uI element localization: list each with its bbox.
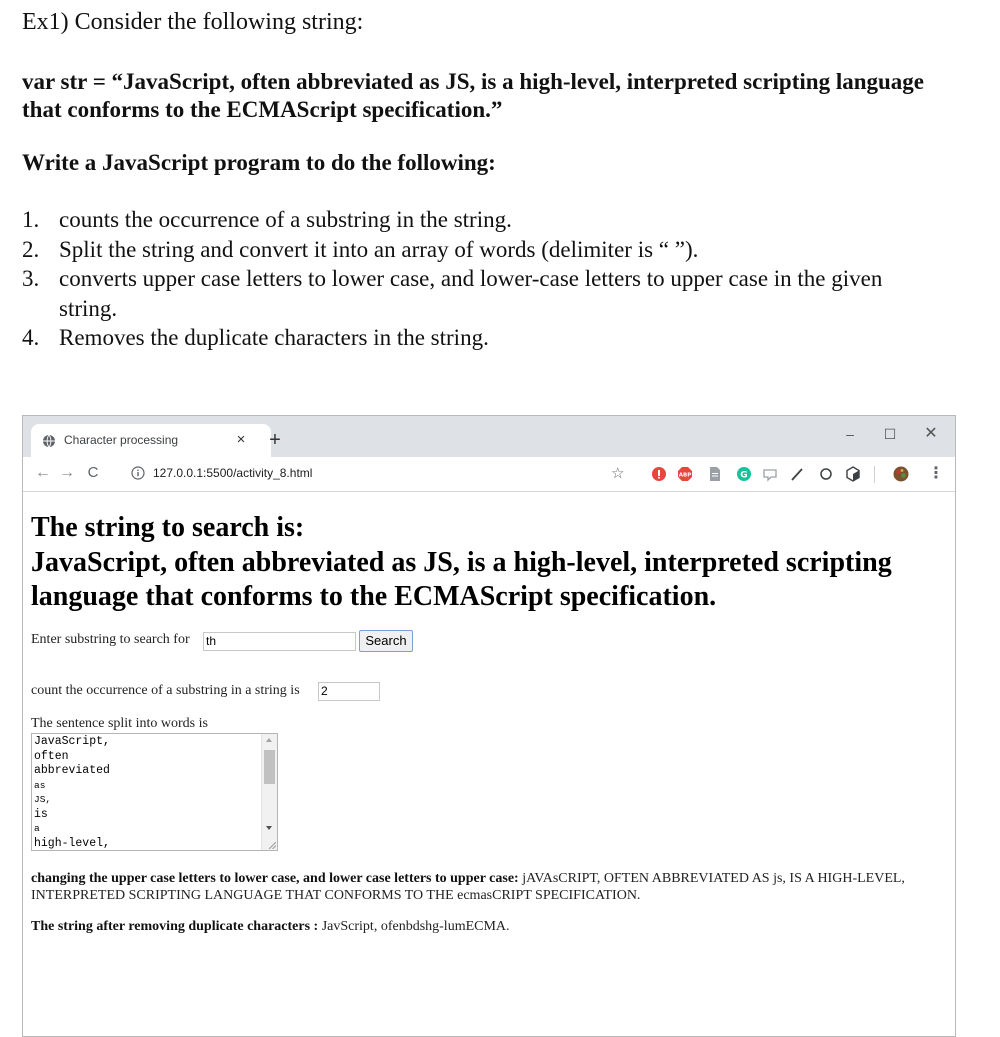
word-line: high-level, (34, 836, 110, 850)
bookmark-star-icon[interactable]: ☆ (611, 465, 625, 482)
record-icon[interactable] (651, 466, 667, 482)
split-words-textarea[interactable] (31, 733, 278, 851)
task-text: Removes the duplicate characters in the string. (59, 325, 489, 350)
info-icon[interactable] (131, 466, 145, 480)
task-text: Split the string and convert it into an array of words (delimiter is “ ”). (59, 236, 699, 262)
tab-character-processing[interactable] (31, 424, 271, 457)
word-line: often (34, 749, 69, 763)
page-content (23, 492, 955, 1036)
scroll-up-arrow-icon[interactable] (266, 738, 272, 742)
task-number: 3. (22, 266, 40, 291)
task-item (22, 205, 942, 235)
dedup-result (31, 918, 936, 935)
task-heading: Write a JavaScript program to do the following: (22, 150, 496, 175)
task-text: converts upper case letters to lower case, and lower-case letters to upper case in the given string. (59, 266, 883, 321)
minimize-button[interactable]: – (846, 426, 854, 442)
word-line: abbreviated (34, 764, 110, 777)
case-swap-label: changing the upper case letters to lower case, and lower case letters to upper case: (31, 871, 519, 886)
dedup-value: JavScript, ofenbdshg-lumECMA. (321, 919, 510, 934)
profile-icon[interactable] (893, 466, 909, 482)
new-tab-button[interactable]: + (269, 429, 281, 451)
globe-icon (43, 435, 55, 447)
task-number: 2. (22, 236, 40, 262)
forward-icon[interactable]: → (59, 464, 75, 481)
task-item (22, 323, 942, 353)
reload-icon[interactable]: C (87, 464, 99, 481)
split-words-list (34, 735, 110, 851)
split-label: The sentence split into words is (31, 716, 208, 731)
word-line: JavaScript, (34, 735, 110, 748)
docs-icon[interactable] (707, 466, 723, 482)
scroll-down-arrow-icon[interactable] (266, 826, 272, 830)
cast-icon[interactable] (762, 466, 778, 482)
resize-handle-icon[interactable] (268, 841, 276, 849)
close-window-button[interactable]: ✕ (924, 425, 938, 442)
toolbar-divider (874, 466, 875, 483)
browser-toolbar (23, 457, 955, 492)
task-number: 4. (22, 325, 40, 350)
scroll-thumb[interactable] (264, 750, 275, 784)
grammarly-icon[interactable] (736, 466, 752, 482)
cube-icon[interactable] (845, 466, 861, 482)
exercise-heading: Ex1) Consider the following string: (22, 9, 364, 35)
svg-text:ABP: ABP (678, 472, 692, 479)
search-button[interactable]: Search (359, 630, 413, 652)
case-swap-value: jAVAsCRIPT, OFTEN ABBREVIATED AS js, IS A HIGH-LEVEL, INTERPRETED SCRIPTING LANGUAGE THAT CONFORMS TO THE ecmasCRIPT SPECIFICATION. (31, 871, 905, 903)
circle-icon[interactable] (818, 466, 834, 482)
word-line: as (34, 779, 46, 791)
textarea-scrollbar[interactable] (261, 734, 277, 850)
page-heading-label: The string to search is: (31, 512, 305, 543)
word-line: is (34, 807, 48, 821)
task-item (22, 264, 942, 323)
maximize-button[interactable]: ☐ (883, 426, 897, 442)
adblock-icon[interactable] (677, 466, 693, 482)
svg-text:G: G (740, 470, 748, 481)
task-text: counts the occurrence of a substring in the string. (59, 207, 512, 232)
task-list (22, 205, 942, 353)
count-label: count the occurrence of a substring in a string is (31, 683, 300, 698)
search-input[interactable]: th (203, 632, 356, 651)
search-label: Enter substring to search for (31, 632, 190, 647)
task-number: 1. (22, 207, 40, 232)
count-output-field[interactable]: 2 (318, 682, 380, 701)
tab-strip (23, 416, 955, 457)
tab-close-icon[interactable]: × (236, 431, 246, 448)
menu-kebab-icon[interactable]: ⋮ (928, 465, 944, 482)
address-bar[interactable]: 127.0.0.1:5500/activity_8.html (153, 466, 313, 480)
word-line: JS, (34, 794, 52, 805)
browser-window (22, 415, 956, 1037)
dedup-label: The string after removing duplicate characters : (31, 919, 319, 934)
page-heading-string: JavaScript, often abbreviated as JS, is a high-level, interpreted scripting language that conforms to the ECMAScript specification. (31, 547, 892, 612)
task-item (22, 235, 942, 265)
back-icon[interactable]: ← (35, 464, 51, 481)
pen-icon[interactable] (789, 466, 805, 482)
code-string-line: var str = “JavaScript, often abbreviated as JS, is a high-level, interpreted scripting language that conforms to the ECMAScript specification.” (22, 69, 924, 122)
word-line: a (34, 823, 40, 834)
tab-title: Character processing (64, 433, 179, 447)
case-swap-result (31, 870, 936, 904)
